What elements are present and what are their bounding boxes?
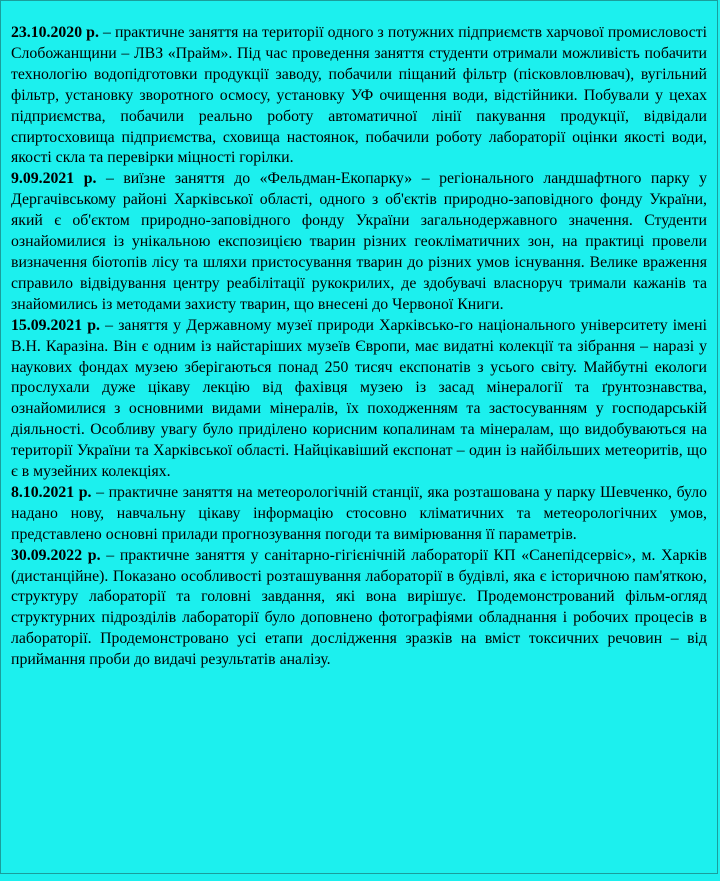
entry-date: 30.09.2022 р. (11, 546, 101, 564)
entry-text: – практичне заняття на території одного з потужних підприємств харчової промисловості Слобожанщини – ЛВЗ «Прайм». Під час проведення заняття студенти отримали можливість побачити технологію водопідготовки продукції заводу, побачили піщаний фільтр (пісковловлювач), вугільний фільтр, установку зворотного осмосу, установку УФ очищення води, відстійники. Побували у цехах підприємства, побачили реально роботу автоматичної лінії пакування продукції, відвідали спиртосховища підприємства, сховища настоянок, побачили роботу лабораторії оцінки якості води, якості скла та перевірки міцності горілки. (11, 24, 707, 167)
entry-text: – практичне заняття на метеорологічній станції, яка розташована у парку Шевченко, було надано нову, навчальну цікаву інформацію стосовно кліматичних та метеорологічних умов, представлено основні прилади прогнозування погоди та вимірювання її параметрів. (11, 483, 708, 543)
entry-2020-10-23 (11, 23, 707, 169)
entry-2021-09-15 (11, 316, 707, 483)
entry-2021-09-09 (11, 169, 707, 315)
entry-text: – практичне заняття у санітарно-гігієнічній лабораторії КП «Санепідсервіс», м. Харків (дистанційне). Показано особливості розташування лабораторії в будівлі, яка є історичною пам'яткою, структуру лабораторії та головні завдання, які вона вирішує. Продемонстрований фільм-огляд структурних підрозділів лабораторії було доповнено фотографіями обладнання і робочих процесів в лабораторії. Продемонстровано усі етапи дослідження зразків на вміст токсичних речовин – від приймання проби до видачі результатів аналізу. (11, 546, 707, 669)
entry-2022-09-30 (11, 546, 707, 671)
entry-date: 23.10.2020 р. (11, 24, 99, 41)
entry-date: 15.09.2021 р. (11, 316, 100, 334)
entry-2021-10-08 (11, 483, 707, 546)
entry-text: – виїзне заняття до «Фельдман-Екопарку» – регіонального ландшафтного парку у Дергачівському районі Харківської області, одного з об'єктів природно-заповідного фонду України, який є об'єктом природно-заповідного фонду України загальнодержавного значення. Студенти ознайомилися із унікальною експозицією тварин різних геокліматичних зон, на практиці провели визначення біотопів лісу та шляхи пристосування тварин до різних умов існування. Велике враження справило відвідування центру реабілітації рукокрилих, де здобувачі власноруч тримали кажанів та знайомились із методами захисту тварин, що внесені до Червоної Книги. (11, 170, 707, 313)
entry-date: 8.10.2021 р. (11, 483, 92, 501)
entry-text: – заняття у Державному музеї природи Харківсько-го національного університету імені В.Н. Каразіна. Він є одним із найстаріших музеїв Європи, має видатні колекції та зібрання – наразі у наукових фондах музею зберігаються понад 250 тисяч експонатів з усього світу. Майбутні екологи прослухали дуже цікаву лекцію від фахівця музею із засад мінералогії та ґрунтознавства, ознайомилися з основними видами мінералів, їх походженням та застосуванням у господарській діяльності. Особливу увагу було приділено корисним копалинам та мінералам, що видобуваються на території України та Харківської області. Найцікавіший експонат – один із найбільших метеоритів, що є в музейних колекціях. (11, 316, 707, 481)
entry-date: 9.09.2021 р. (11, 170, 97, 188)
